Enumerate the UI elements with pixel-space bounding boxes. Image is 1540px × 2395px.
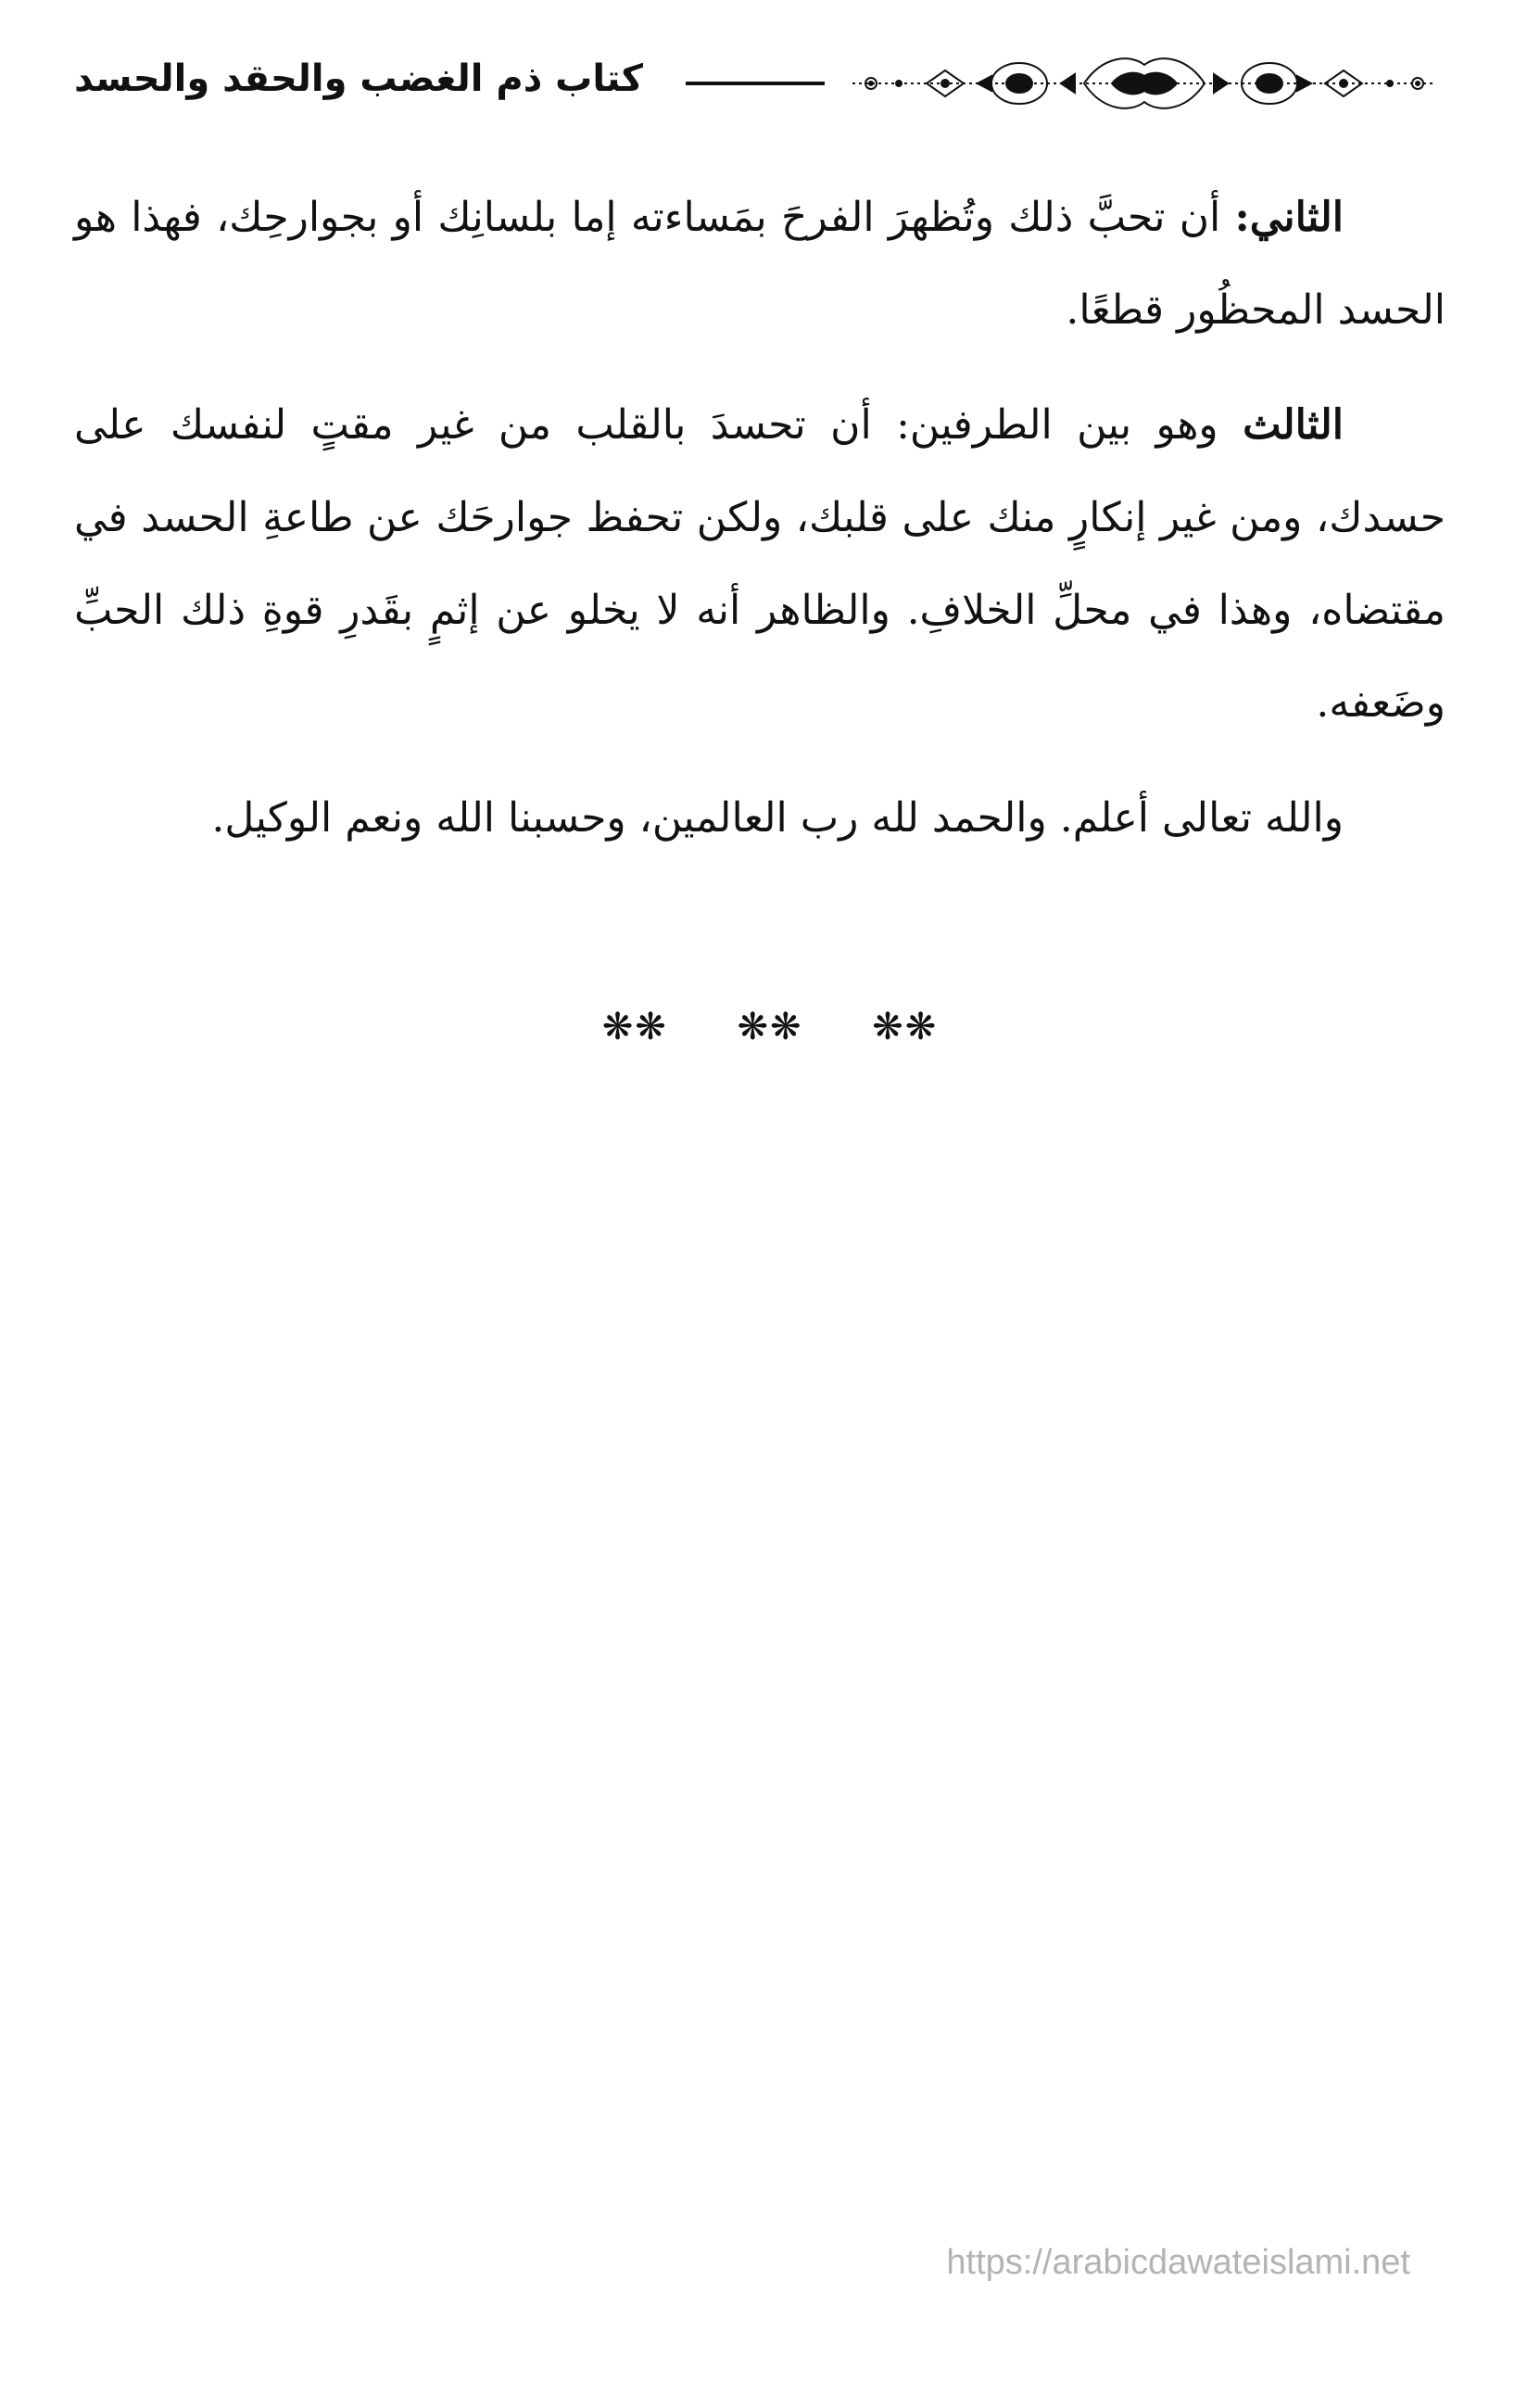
header-ornament-icon	[843, 46, 1445, 120]
section-separator: ❋❋ ❋❋ ❋❋	[601, 1006, 939, 1048]
closing-line: والله تعالى أعلم. والحمد لله رب العالمين، وحسبنا الله ونعم الوكيل.	[211, 794, 1344, 842]
page-header	[74, 37, 1445, 120]
paragraph-text: وهو بين الطرفين: أن تحسدَ بالقلب من غير مقتٍ لنفسك على حسدك، ومن غير إنكارٍ منك على قلبك، ولكن تحفظ جوارحَك عن طاعةِ الحسد في مقتضاه، وهذا في محلِّ الخلافِ. والظاهر أنه لا يخلو عن إثمٍ بقَدرِ قوةِ ذلك الحبِّ وضَعفه.	[74, 401, 1445, 727]
body-text	[74, 171, 1445, 865]
watermark-url: https://arabicdawateislami.net	[946, 2243, 1410, 2282]
paragraph-lead: الثاني:	[1234, 194, 1344, 241]
paragraph-second	[74, 171, 1445, 357]
paragraph-lead: الثالث	[1243, 401, 1344, 449]
paragraph-third	[74, 379, 1445, 750]
paragraph-text: أن تحبَّ ذلك وتُظهرَ الفرحَ بمَساءته إما بلسانِك أو بجوارحِك، فهذا هو الحسد المحظُور قطعًا.	[74, 194, 1445, 334]
book-title: كتاب ذم الغضب والحقد والحسد	[74, 57, 643, 100]
header-rule	[686, 82, 825, 85]
